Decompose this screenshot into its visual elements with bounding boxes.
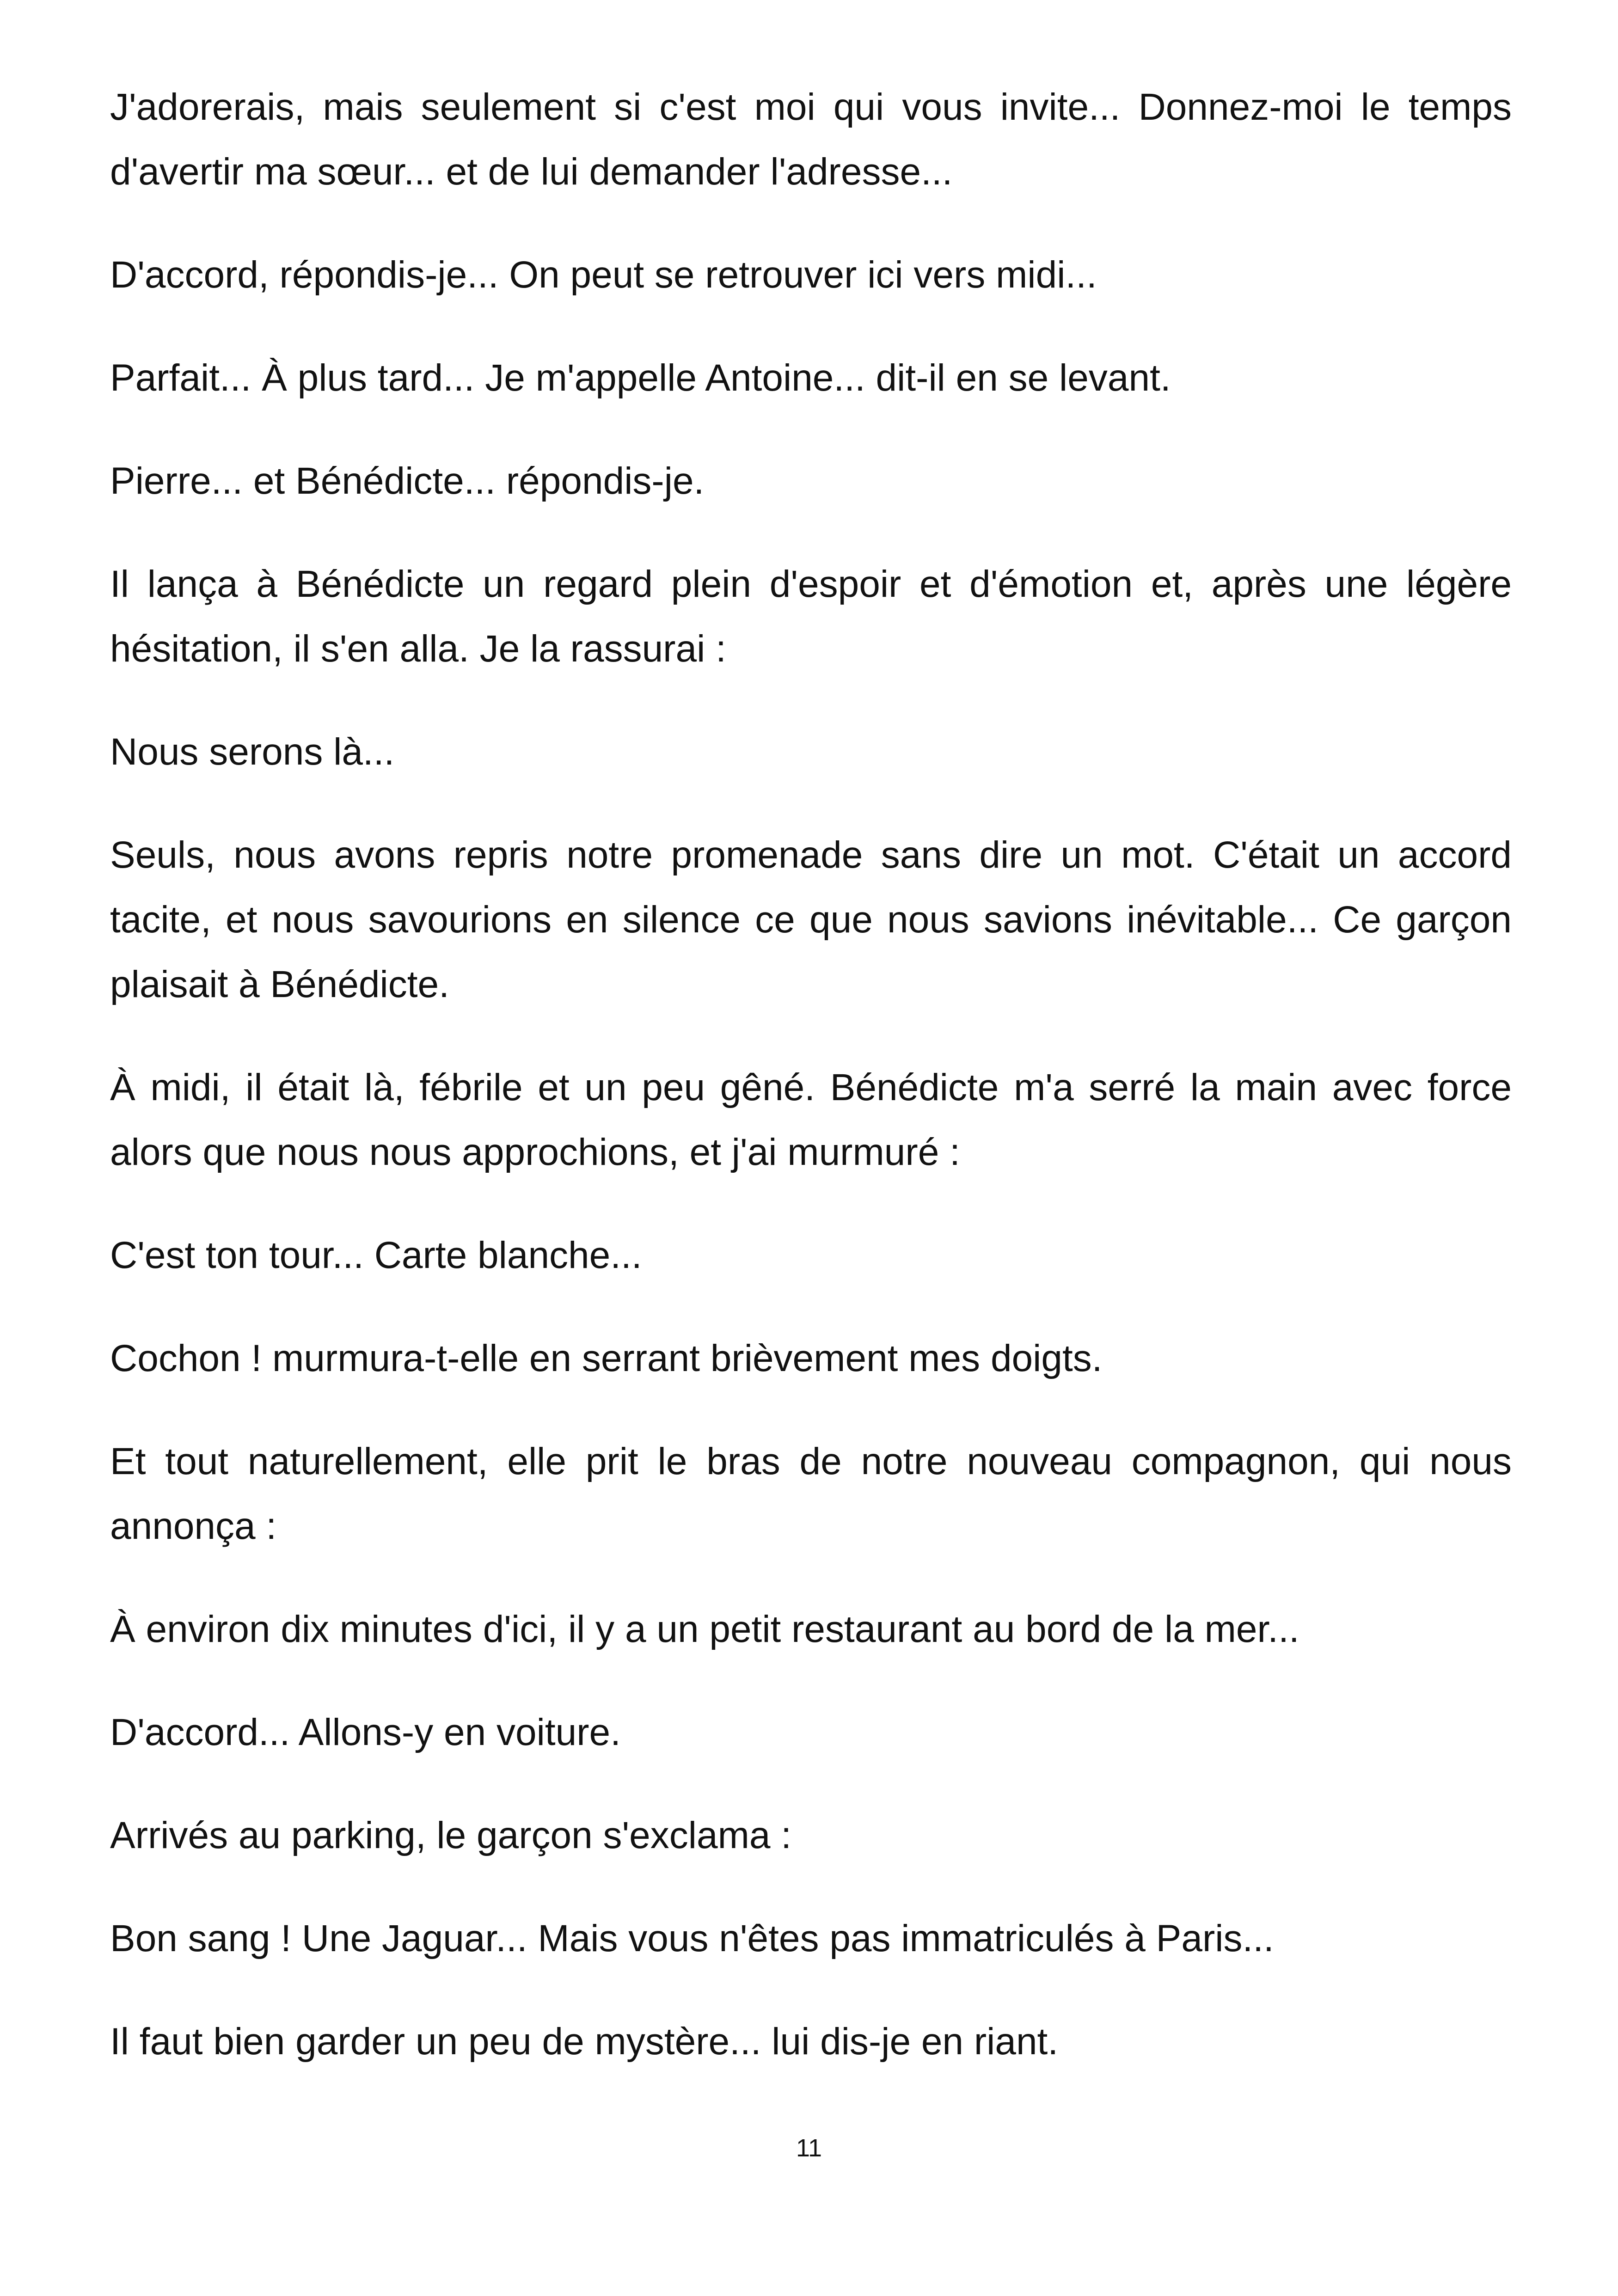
paragraph: D'accord, répondis-je... On peut se retrouver ici vers midi... [110,254,1097,296]
paragraph: C'est ton tour... Carte blanche... [110,1234,642,1276]
paragraph: Bon sang ! Une Jaguar... Mais vous n'êtes pas immatriculés à Paris... [110,1917,1274,1959]
paragraph: J'adorerais, mais seulement si c'est moi qui vous invite... Donnez-moi le temps d'avertir ma sœur... et de lui demander l'adresse... [110,86,1512,193]
paragraph: Pierre... et Bénédicte... répondis-je. [110,460,705,502]
page-number: 11 [796,2134,822,2162]
paragraph: À environ dix minutes d'ici, il y a un petit restaurant au bord de la mer... [110,1608,1299,1650]
paragraph: Il lança à Bénédicte un regard plein d'espoir et d'émotion et, après une légère hésitation, il s'en alla. Je la rassurai : [110,563,1512,670]
body-text [110,75,1512,2112]
paragraph: Seuls, nous avons repris notre promenade sans dire un mot. C'était un accord tacite, et nous savourions en silence ce que nous savions inévitable... Ce garçon plaisait à Bénédicte. [110,834,1512,1005]
paragraph: À midi, il était là, fébrile et un peu gêné. Bénédicte m'a serré la main avec force alors que nous nous approchions, et j'ai murmuré : [110,1066,1512,1173]
paragraph: Parfait... À plus tard... Je m'appelle Antoine... dit-il en se levant. [110,357,1171,399]
paragraph: Il faut bien garder un peu de mystère... lui dis-je en riant. [110,2020,1059,2063]
paragraph: D'accord... Allons-y en voiture. [110,1711,621,1753]
paragraph: Arrivés au parking, le garçon s'exclama : [110,1814,792,1856]
paragraph: Cochon ! murmura-t-elle en serrant brièvement mes doigts. [110,1337,1103,1379]
paragraph: Nous serons là... [110,731,395,773]
paragraph: Et tout naturellement, elle prit le bras de notre nouveau compagnon, qui nous annonça : [110,1440,1512,1547]
